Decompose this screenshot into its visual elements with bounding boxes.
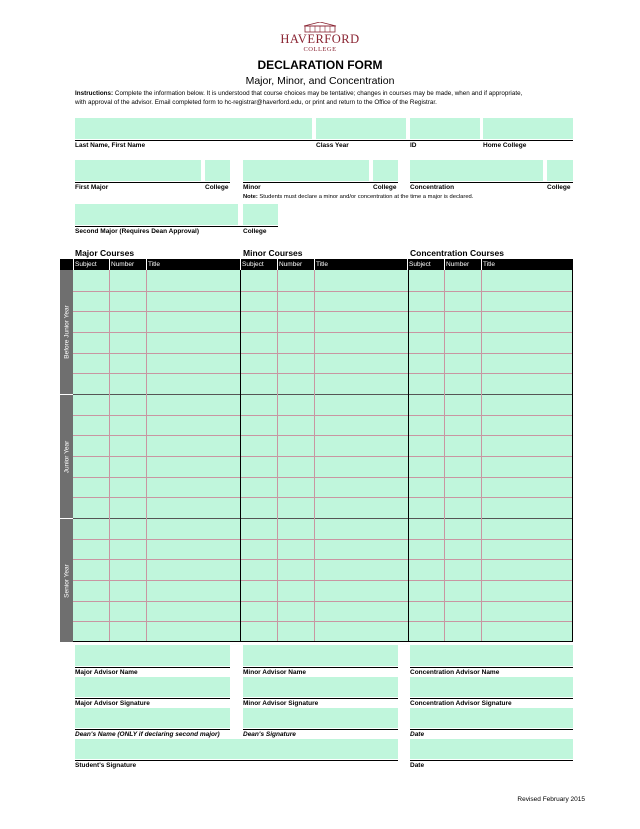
grid-row-line [73, 477, 573, 478]
minor-advisor-name-field[interactable] [243, 645, 398, 666]
senior-year-label: Senior Year [63, 563, 70, 598]
concentration-label: Concentration [410, 184, 455, 191]
grid-row-line [73, 456, 573, 457]
dean-name-input[interactable] [75, 709, 230, 729]
first-major-college-field[interactable] [205, 160, 230, 181]
major-title-header: Title [148, 261, 161, 268]
major-advisor-name-label: Major Advisor Name [75, 669, 138, 676]
student-signature-label: Student's Signature [75, 762, 137, 769]
grid-right-border [572, 270, 573, 642]
major-courses-title: Major Courses [75, 248, 135, 258]
minor-advisor-name-input[interactable] [243, 645, 398, 666]
student-signature-field[interactable] [75, 739, 398, 759]
first-major-college-input[interactable] [205, 160, 230, 181]
second-major-label: Second Major (Requires Dean Approval) [75, 228, 200, 235]
first-major-input[interactable] [75, 160, 201, 181]
before-junior-year-label: Before Junior Year [63, 305, 70, 359]
concentration-courses-title: Concentration Courses [410, 248, 504, 258]
minor-courses-title: Minor Courses [243, 248, 303, 258]
minor-advisor-signature-label: Minor Advisor Signature [243, 700, 319, 707]
concentration-title-header: Title [483, 261, 496, 268]
class-year-label: Class Year [316, 142, 349, 149]
dean-date-field[interactable] [410, 708, 573, 728]
grid-row-line [73, 435, 573, 436]
revised-date: Revised February 2015 [517, 796, 585, 803]
minor-advisor-signature-input[interactable] [243, 678, 398, 698]
grid-section-divider [240, 270, 241, 642]
note-label: Note: [243, 194, 258, 200]
minor-note [243, 194, 473, 200]
student-signature-input[interactable] [75, 740, 398, 760]
form-title: DECLARATION FORM [257, 58, 383, 72]
concentration-advisor-name-input[interactable] [410, 645, 573, 666]
first-major-college-label: College [205, 184, 229, 191]
minor-label: Minor [243, 184, 261, 191]
concentration-advisor-name-field[interactable] [410, 645, 573, 666]
grid-col-line [444, 270, 445, 642]
first-major-label: First Major [75, 184, 109, 191]
major-subject-header: Subject [75, 261, 97, 268]
name-field[interactable] [75, 118, 312, 139]
row2-underline-minor [243, 182, 398, 183]
course-grid[interactable] [73, 270, 573, 642]
home-college-label: Home College [483, 142, 527, 149]
major-number-header: Number [111, 261, 135, 268]
major-advisor-signature-field[interactable] [75, 677, 230, 697]
student-date-input[interactable] [410, 740, 573, 760]
grid-row-line [73, 539, 573, 540]
concentration-advisor-signature-input[interactable] [410, 678, 573, 698]
minor-college-label: College [373, 184, 397, 191]
grid-row-line [73, 621, 573, 622]
major-advisor-signature-label: Major Advisor Signature [75, 700, 150, 707]
second-major-input[interactable] [75, 204, 238, 225]
id-label: ID [410, 142, 417, 149]
dean-name-field[interactable] [75, 708, 230, 728]
grid-row-line [73, 580, 573, 581]
grid-row-line [73, 353, 573, 354]
grid-row-line [73, 415, 573, 416]
home-college-input[interactable] [483, 118, 573, 139]
minor-advisor-signature-field[interactable] [243, 677, 398, 697]
minor-input[interactable] [243, 160, 369, 181]
instructions [75, 89, 595, 107]
junior-year-tab [60, 395, 73, 518]
grid-bottom-border [73, 641, 573, 642]
grid-col-line [481, 270, 482, 642]
grid-row-line [73, 291, 573, 292]
dean-signature-label: Dean's Signature [243, 731, 296, 738]
concentration-advisor-name-label: Concentration Advisor Name [410, 669, 500, 676]
before-junior-year-tab [60, 270, 73, 394]
minor-college-field[interactable] [373, 160, 398, 181]
second-major-field[interactable] [75, 204, 238, 225]
grid-row-line [73, 373, 573, 374]
instructions-line-1: Complete the information below. It is understood that course choices may be tentative; changes in courses may be made, when and if appropriate, [113, 90, 523, 97]
home-college-field[interactable] [483, 118, 573, 139]
grid-row-line [73, 332, 573, 333]
concentration-subject-header: Subject [409, 261, 431, 268]
dean-name-label: Dean's Name (ONLY if declaring second major) [75, 731, 220, 738]
dean-signature-field[interactable] [243, 708, 398, 728]
major-advisor-signature-input[interactable] [75, 678, 230, 698]
senior-year-tab [60, 519, 73, 642]
row1-underline [75, 140, 573, 141]
name-input[interactable] [75, 118, 312, 139]
class-year-input[interactable] [316, 118, 406, 139]
instructions-label: Instructions: [75, 90, 114, 97]
instructions-line-2: with approval of the advisor. Email completed form to hc-registrar@haverford.edu, or print and return to the Office of the Registrar. [75, 99, 437, 106]
major-advisor-name-input[interactable] [75, 645, 230, 666]
student-date-label: Date [410, 762, 425, 769]
concentration-advisor-signature-field[interactable] [410, 677, 573, 697]
second-major-college-input[interactable] [243, 204, 278, 225]
minor-title-header: Title [316, 261, 329, 268]
minor-subject-header: Subject [242, 261, 264, 268]
first-major-field[interactable] [75, 160, 201, 181]
grid-row-line [73, 394, 573, 395]
grid-row-line [73, 601, 573, 602]
grid-col-line [146, 270, 147, 642]
dean-signature-input[interactable] [243, 709, 398, 729]
logo-sub: COLLEGE [303, 46, 337, 53]
junior-year-label: Junior Year [63, 440, 70, 473]
grid-section-divider [408, 270, 409, 642]
grid-row-line [73, 497, 573, 498]
id-field[interactable] [410, 118, 480, 139]
second-major-college-label: College [243, 228, 267, 235]
grid-row-line [73, 311, 573, 312]
name-label: Last Name, First Name [75, 142, 146, 149]
dean-date-label: Date [410, 731, 425, 738]
minor-number-header: Number [279, 261, 303, 268]
grid-row-line [73, 518, 573, 519]
minor-field[interactable] [243, 160, 369, 181]
concentration-number-header: Number [446, 261, 470, 268]
logo-name: HAVERFORD [280, 32, 360, 46]
grid-col-line [277, 270, 278, 642]
grid-col-line [314, 270, 315, 642]
grid-col-line [109, 270, 110, 642]
concentration-input[interactable] [410, 160, 543, 181]
minor-advisor-name-label: Minor Advisor Name [243, 669, 306, 676]
form-subtitle: Major, Minor, and Concentration [245, 75, 395, 87]
row3-underline [75, 226, 278, 227]
concentration-college-input[interactable] [547, 160, 573, 181]
class-year-field[interactable] [316, 118, 406, 139]
id-input[interactable] [410, 118, 480, 139]
concentration-college-field[interactable] [547, 160, 573, 181]
student-date-field[interactable] [410, 739, 573, 759]
minor-college-input[interactable] [373, 160, 398, 181]
note-text: Students must declare a minor and/or concentration at the time a major is declared. [257, 194, 474, 200]
grid-row-line [73, 559, 573, 560]
row2-underline-concentration [410, 182, 573, 183]
concentration-field[interactable] [410, 160, 543, 181]
second-major-college-field[interactable] [243, 204, 278, 225]
concentration-college-label: College [547, 184, 571, 191]
courses-header-bar [60, 259, 573, 270]
dean-date-input[interactable] [410, 709, 573, 729]
concentration-advisor-signature-label: Concentration Advisor Signature [410, 700, 512, 707]
college-logo [270, 22, 370, 56]
major-advisor-name-field[interactable] [75, 645, 230, 666]
row2-underline-major [75, 182, 230, 183]
